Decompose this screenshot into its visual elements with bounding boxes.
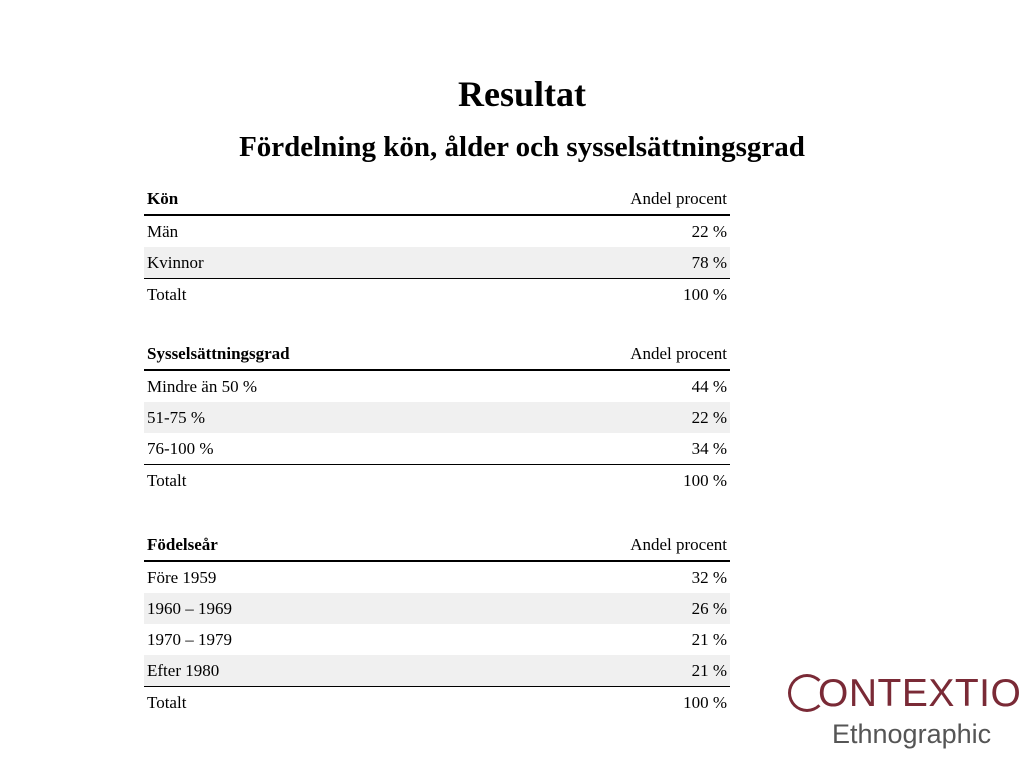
table-total-row: [144, 465, 730, 497]
total-key-cell: Totalt: [147, 470, 187, 490]
table-total-row: [144, 687, 730, 719]
logo-tagline: Ethnographic: [832, 719, 992, 749]
header-key-cell: Kön: [144, 183, 366, 215]
table-header-row: [144, 338, 730, 370]
table-row: [144, 370, 730, 402]
total-value-cell: 100 %: [683, 284, 727, 304]
logo-wordmark: [788, 668, 1022, 720]
table-row: [144, 593, 730, 624]
contextio-logo: [788, 668, 1022, 752]
row-value-cell: 26 %: [419, 593, 730, 624]
row-key-cell: Före 1959: [147, 567, 217, 587]
header-value-cell: Andel procent: [419, 529, 730, 561]
table-row: [144, 561, 730, 593]
birth-year-table: [144, 529, 730, 718]
total-key-cell: Totalt: [147, 692, 187, 712]
row-value-cell: 21 %: [691, 629, 727, 649]
row-key-cell: 76-100 %: [144, 433, 490, 465]
row-key-cell: Män: [147, 221, 179, 241]
table-row: [144, 247, 730, 279]
slide-subtitle: Fördelning kön, ålder och sysselsättningsgrad: [239, 131, 805, 163]
employment-rate-table: [144, 338, 730, 496]
row-value-cell: 22 %: [691, 221, 727, 241]
header-value-cell: Andel procent: [490, 338, 730, 370]
table-header-row: [144, 183, 730, 215]
slide-title: Resultat: [458, 74, 586, 114]
gender-table: [144, 183, 730, 310]
total-value-cell: 100 %: [683, 692, 727, 712]
header-key-cell: Födelseår: [144, 529, 419, 561]
row-key-cell: Mindre än 50 %: [147, 376, 258, 396]
row-key-cell: Efter 1980: [144, 655, 419, 687]
total-value-cell: 100 %: [683, 470, 727, 490]
table-row: [144, 655, 730, 687]
row-key-cell: Kvinnor: [144, 247, 366, 279]
table-header-row: [144, 529, 730, 561]
table-total-row: [144, 279, 730, 311]
header-value-cell: Andel procent: [366, 183, 730, 215]
row-value-cell: 44 %: [691, 376, 727, 396]
row-key-cell: 1970 – 1979: [147, 629, 232, 649]
table-row: [144, 215, 730, 247]
total-key-cell: Totalt: [147, 284, 187, 304]
row-value-cell: 22 %: [490, 402, 730, 433]
row-value-cell: 34 %: [490, 433, 730, 465]
row-value-cell: 78 %: [366, 247, 730, 279]
row-value-cell: 21 %: [419, 655, 730, 687]
table-row: [144, 433, 730, 465]
table-row: [144, 402, 730, 433]
row-value-cell: 32 %: [691, 567, 727, 587]
row-key-cell: 1960 – 1969: [144, 593, 419, 624]
logo-wordmark-text: ONTEXTIO: [818, 672, 1022, 715]
row-key-cell: 51-75 %: [144, 402, 490, 433]
table-row: [144, 624, 730, 655]
header-key-cell: Sysselsättningsgrad: [144, 338, 490, 370]
